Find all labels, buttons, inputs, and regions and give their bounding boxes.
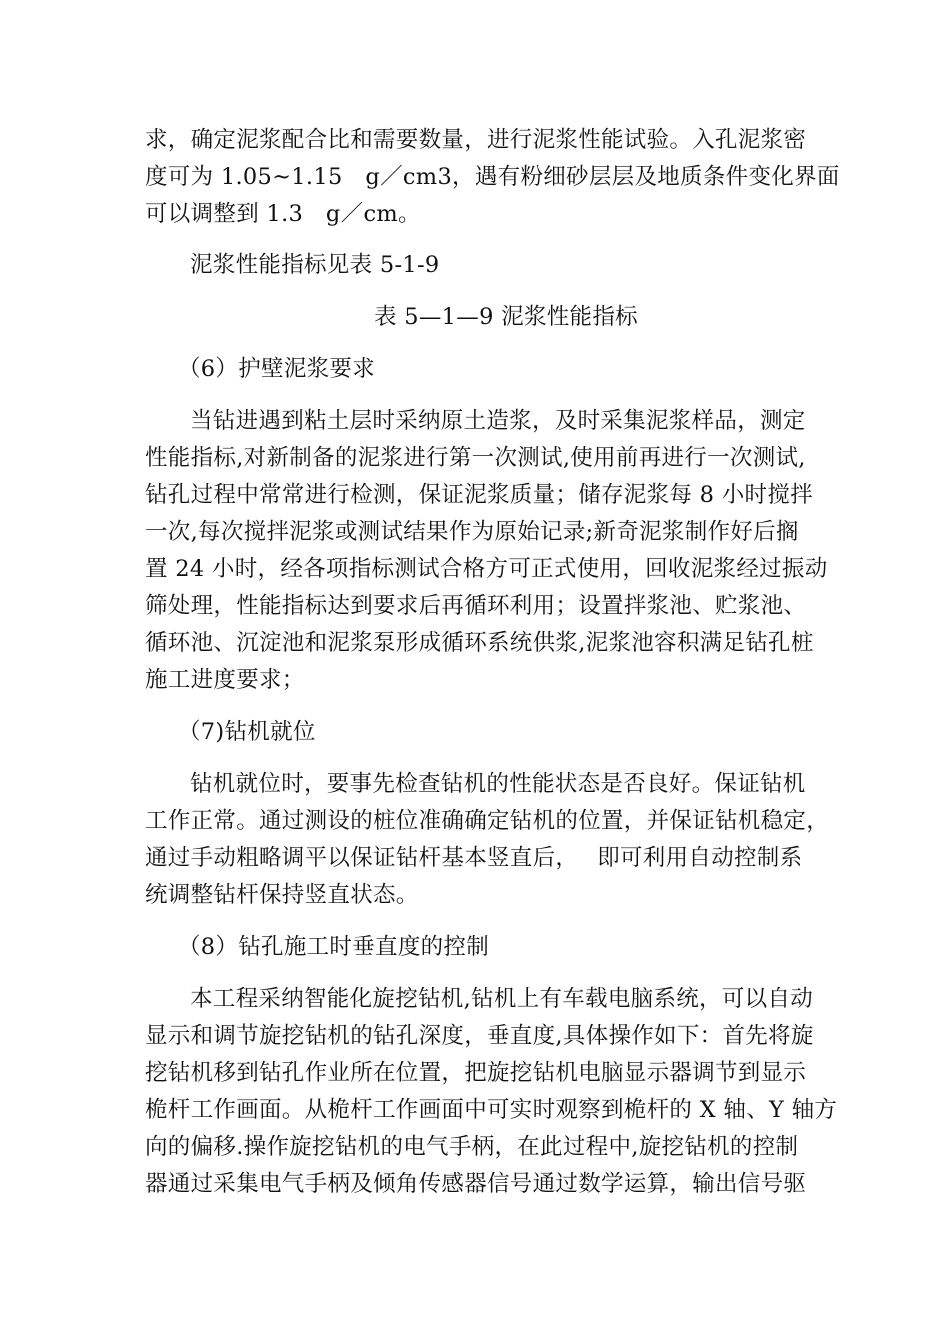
text-line: 工作正常。通过测设的桩位准确确定钻机的位置，并保证钻机稳定， [145, 808, 830, 834]
text-line: 当钻进遇到粘土层时采纳原土造浆，及时采集泥浆样品，测定 [190, 408, 806, 434]
text-line: 通过手动粗略调平以保证钻杆基本竖直后， 即可利用自动控制系 [145, 845, 803, 871]
text-line: 性能指标,对新制备的泥浆进行第一次测试,使用前再进行一次测试, [145, 445, 806, 471]
text-line: 向的偏移.操作旋挖钻机的电气手柄，在此过程中,旋挖钻机的控制 [145, 1134, 799, 1160]
text-line: 循环池、沉淀池和泥浆泵形成循环系统供浆,泥浆池容积满足钻孔桩 [145, 630, 814, 656]
section-heading: （7)钻机就位 [178, 719, 316, 745]
text-line: 求，确定泥浆配合比和需要数量，进行泥浆性能试验。入孔泥浆密 [145, 127, 807, 153]
text-line: 度可为 1.05~1.15 g／cm3，遇有粉细砂层层及地质条件变化界面 [145, 164, 840, 190]
text-line: 筛处理，性能指标达到要求后再循环利用；设置拌浆池、贮浆池、 [145, 593, 807, 619]
text-line: 一次,每次搅拌泥浆或测试结果作为原始记录;新奇泥浆制作好后搁 [145, 519, 799, 545]
section-heading: （8）钻孔施工时垂直度的控制 [178, 934, 490, 960]
table-reference: 泥浆性能指标见表 5-1-9 [190, 252, 440, 278]
table-caption: 表 5—1—9 泥浆性能指标 [374, 304, 638, 330]
section-heading: （6）护壁泥浆要求 [178, 356, 376, 382]
text-line: 显示和调节旋挖钻机的钻孔深度，垂直度,具体操作如下：首先将旋 [145, 1023, 814, 1049]
text-line: 置 24 小时，经各项指标测试合格方可正式使用，回收泥浆经过振动 [145, 556, 828, 582]
text-line: 可以调整到 1.3 g／cm。 [145, 201, 421, 227]
text-line: 钻机就位时，要事先检查钻机的性能状态是否良好。保证钻机 [190, 771, 806, 797]
text-line: 器通过采集电气手柄及倾角传感器信号通过数学运算，输出信号驱 [145, 1171, 807, 1197]
text-line: 挖钻机移到钻孔作业所在位置，把旋挖钻机电脑显示器调节到显示 [145, 1060, 807, 1086]
text-line: 施工进度要求； [145, 667, 305, 693]
text-line: 桅杆工作画面。从桅杆工作画面中可实时观察到桅杆的 X 轴、Y 轴方 [145, 1097, 838, 1123]
text-line: 本工程采纳智能化旋挖钻机,钻机上有车载电脑系统，可以自动 [190, 986, 814, 1012]
text-line: 钻孔过程中常常进行检测，保证泥浆质量；储存泥浆每 8 小时搅拌 [145, 482, 813, 508]
text-line: 统调整钻杆保持竖直状态。 [145, 882, 419, 908]
